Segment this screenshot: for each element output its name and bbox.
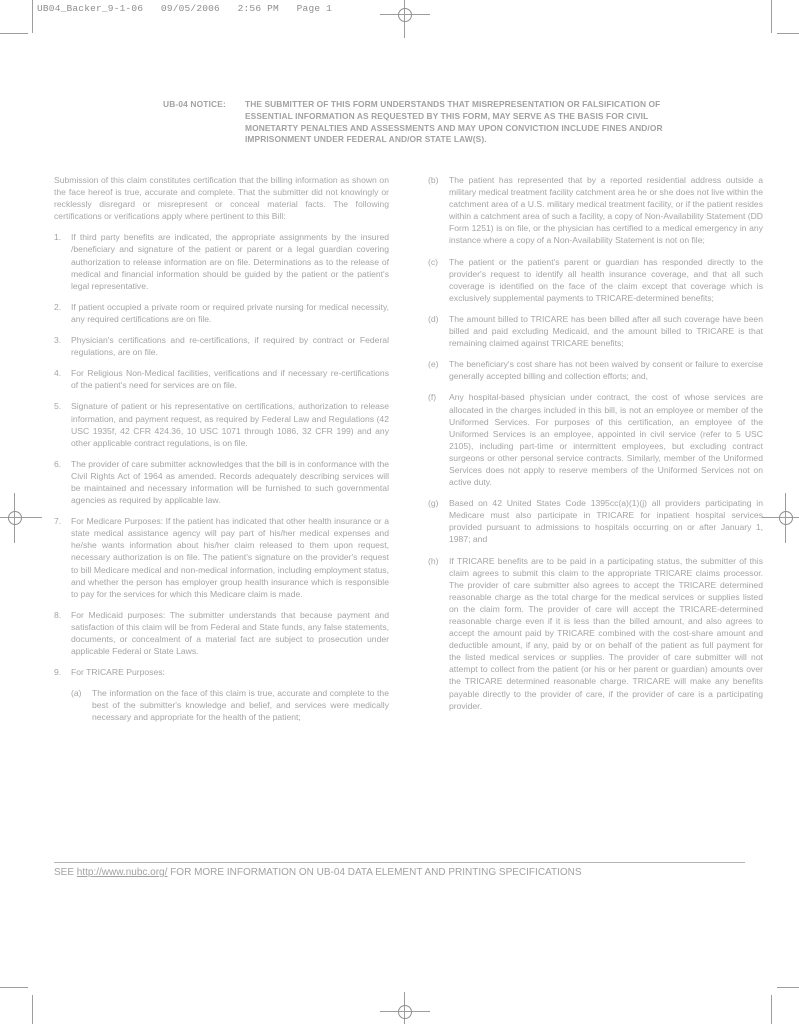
subitem-text: If TRICARE benefits are to be paid in a participating status, the submitter of this claim agrees to submit this claim to the appropriate TRICARE claims processor. The provider of care submitter also agrees to accept the TRICARE determined reasonable charge as the total charge for the medical services or supplies listed on the claim form. The provider of care will accept the TRICARE-determined reasonable charge even if it is less than the billed amount, and also agrees to accept the amount paid by TRICARE combined with the cost-share amount and deductible amount, if any, paid by or on behalf of the patient as full payment for the listed medical services or supplies. The provider of care submitter will not attempt to collect from the patient (or his or her parent or guardian) amounts over the TRICARE determined reasonable charge. TRICARE will make any benefits payable directly to the provider of care, if the provider of care is a participating provider. bbox=[449, 555, 763, 711]
subitem-marker: (a) bbox=[71, 688, 82, 699]
certification-item bbox=[54, 334, 389, 358]
certification-item bbox=[54, 231, 389, 291]
subitem-marker: (e) bbox=[428, 359, 439, 370]
item-text: If third party benefits are indicated, the appropriate assignments by the insured /beneficiary and signature of the patient or parent or a legal guardian covering authorization to release information are on file. Determinations as to the release of medical and financial information should be guided by the patient or the patient's legal representative. bbox=[71, 232, 389, 291]
certification-subitem bbox=[71, 687, 389, 723]
item-text: The provider of care submitter acknowledges that the bill is in conformance with the Civil Rights Act of 1964 as amended. Records adequately describing services will be maintained and necessary information will be furnished to such governmental agencies as required by applicable law. bbox=[71, 458, 389, 506]
registration-mark-bottom bbox=[380, 992, 430, 1024]
subitem-marker: (b) bbox=[428, 175, 439, 185]
footer bbox=[54, 866, 754, 880]
subitem-marker: (f) bbox=[428, 392, 437, 403]
certification-item bbox=[54, 666, 389, 678]
subitem-marker: (d) bbox=[428, 313, 439, 324]
notice-label: UB-04 NOTICE: bbox=[163, 99, 226, 109]
footer-suffix: FOR MORE INFORMATION ON UB-04 DATA ELEMENT AND PRINTING SPECIFICATIONS bbox=[170, 867, 582, 878]
item-marker: 8. bbox=[54, 609, 62, 620]
item-marker: 6. bbox=[54, 458, 62, 469]
certification-subitem bbox=[428, 358, 763, 382]
certification-item bbox=[54, 609, 389, 657]
subitem-text: The amount billed to TRICARE has been billed after all such coverage have been billed and paid excluding Medicaid, and the amount billed to TRICARE is that remaining claimed against TRICARE benefits; bbox=[449, 313, 763, 349]
item-text: For Religious Non-Medical facilities, verifications and if necessary re-certifications of the patient's need for services are on file. bbox=[71, 368, 389, 391]
certifications-body bbox=[0, 174, 799, 834]
certification-item bbox=[54, 515, 389, 600]
item-marker: 1. bbox=[54, 232, 62, 243]
nubc-url-link[interactable]: http://www.nubc.org/ bbox=[76, 867, 168, 878]
certification-item bbox=[54, 400, 389, 448]
item-text: If patient occupied a private room or required private nursing for medical necessity, any required certifications are on file. bbox=[71, 301, 389, 324]
item-marker: 5. bbox=[54, 401, 62, 412]
subitem-text: The patient or the patient's parent or guardian has responded directly to the provider's request to identify all health insurance coverage, and that all such coverage is identified on the face of the claim except that coverage which is exclusively supplemental payments to TRICARE-determined benefits; bbox=[449, 256, 763, 303]
certification-subitem bbox=[428, 555, 763, 712]
registration-mark-top bbox=[380, 0, 430, 38]
item-marker: 3. bbox=[54, 335, 62, 346]
certification-item bbox=[54, 458, 389, 506]
item-text: Physician's certifications and re-certifications, if required by contract or Federal regulations, are on file. bbox=[71, 335, 389, 358]
subitem-text: Based on 42 United States Code 1395cc(a)(1)(j) all providers participating in Medicare must also participate in TRICARE for inpatient hospital services provided pursuant to admissions to hospitals occurring on or after January 1, 1987; and bbox=[449, 498, 763, 545]
certification-subitem bbox=[428, 497, 763, 545]
subitem-marker: (g) bbox=[428, 498, 439, 509]
crop-mark-bottom-left-horizontal bbox=[0, 987, 28, 988]
subitem-text: Any hospital-based physician under contract, the cost of whose services are allocated in the charges included in this bill, is not an employee or member of the Uniformed Services. For purposes of this certification, an employee of the Uniformed Services is an employee, appointed in civil service (refer to 5 USC 2105), including part-time or intermittent employees, but excluding contract surgeons or other personal service contracts. Similarly, member of the Uniformed Services does not apply to reserve members of the Uniformed Services not on active duty. bbox=[449, 392, 763, 488]
subitem-text: The beneficiary's cost share has not been waived by consent or failure to exercise generally accepted billing and collection efforts; and, bbox=[449, 359, 763, 382]
crop-mark-top-left-vertical bbox=[32, 0, 33, 33]
crop-mark-top-right-horizontal bbox=[777, 33, 799, 34]
certification-subitem bbox=[428, 174, 763, 247]
crop-mark-top-left-horizontal bbox=[0, 33, 28, 34]
item-text: Signature of patient or his representative on certifications, authorization to release information, and payment request, as required by Federal Law and Regulations (42 USC 1935f, 42 CFR 424.36, 10 USC 1071 through 1086, 32 CFR 199) and any other applicable contract regulations, is on file. bbox=[71, 401, 389, 448]
crop-mark-top-right-vertical bbox=[771, 0, 772, 33]
certification-item bbox=[54, 367, 389, 391]
crop-mark-bottom-left-vertical bbox=[32, 995, 33, 1024]
subitem-marker: (h) bbox=[428, 555, 439, 566]
item-text: For TRICARE Purposes: bbox=[71, 667, 165, 678]
ub04-notice-block bbox=[163, 99, 693, 146]
proof-header-text: UB04_Backer_9-1-06 09/05/2006 2:56 PM Page 1 bbox=[37, 3, 333, 14]
certification-item bbox=[54, 301, 389, 325]
crop-mark-bottom-right-horizontal bbox=[777, 987, 799, 988]
item-text: For Medicaid purposes: The submitter understands that because payment and satisfaction of this claim will be from Federal and State funds, any false statements, documents, or concealment of a material fact are subject to prosecution under applicable Federal or State Laws. bbox=[71, 609, 389, 657]
certification-subitem bbox=[428, 391, 763, 488]
footer-prefix: SEE bbox=[54, 867, 75, 878]
right-column bbox=[428, 174, 763, 712]
certification-subitem bbox=[428, 313, 763, 349]
subitem-text: The information on the face of this claim is true, accurate and complete to the best of the submitter's knowledge and belief, and services were medically necessary and appropriate for the health of the patient; bbox=[92, 688, 389, 723]
subitem-text: The patient has represented that by a reported residential address outside a military medical treatment facility catchment area he or she does not live within the catchment area of a U.S. military medical treatment facility, or if the patient resides within a catchment area of such a facility, a copy of Non-Availability Statement (DD Form 1251) is on file, or the physician has certified to a medical emergency in any instance where a copy of a Non-Availability Statement is not on file; bbox=[449, 175, 763, 246]
intro-paragraph: Submission of this claim constitutes certification that the billing information as shown on the face hereof is true, accurate and complete. That the submitter did not knowingly or recklessly disregard or misrepresent or conceal material facts. The following certifications or verifications apply where pertinent to this Bill: bbox=[54, 175, 389, 222]
notice-body-text: THE SUBMITTER OF THIS FORM UNDERSTANDS THAT MISREPRESENTATION OR FALSIFICATION OF ESSENTIAL INFORMATION AS REQUESTED BY THIS FORM, MAY SERVE AS THE BASIS FOR CIVIL MONETARTY PENALTIES AND ASSESSMENTS AND MAY UPON CONVICTION INCLUDE FINES AND/OR IMPRISONMENT UNDER FEDERAL AND/OR STATE LAW(S). bbox=[245, 99, 663, 145]
item-marker: 2. bbox=[54, 301, 62, 312]
item-marker: 7. bbox=[54, 516, 62, 527]
certification-subitem bbox=[428, 256, 763, 304]
subitem-marker: (c) bbox=[428, 256, 439, 267]
crop-mark-bottom-right-vertical bbox=[771, 995, 772, 1024]
item-marker: 4. bbox=[54, 368, 62, 379]
footer-divider bbox=[54, 862, 745, 863]
left-column bbox=[54, 174, 389, 724]
item-marker: 9. bbox=[54, 667, 62, 678]
item-text: For Medicare Purposes: If the patient has indicated that other health insurance or a state medical assistance agency will pay part of his/her medical expenses and he/she wants information about his/her claim released to them upon request, necessary authorization is on file. The patient's signature on the provider's request to bill Medicare medical and non-medical information, including employment status, and whether the person has employer group health insurance which is responsible to pay for the services for which this Medicare claim is made. bbox=[71, 516, 389, 599]
